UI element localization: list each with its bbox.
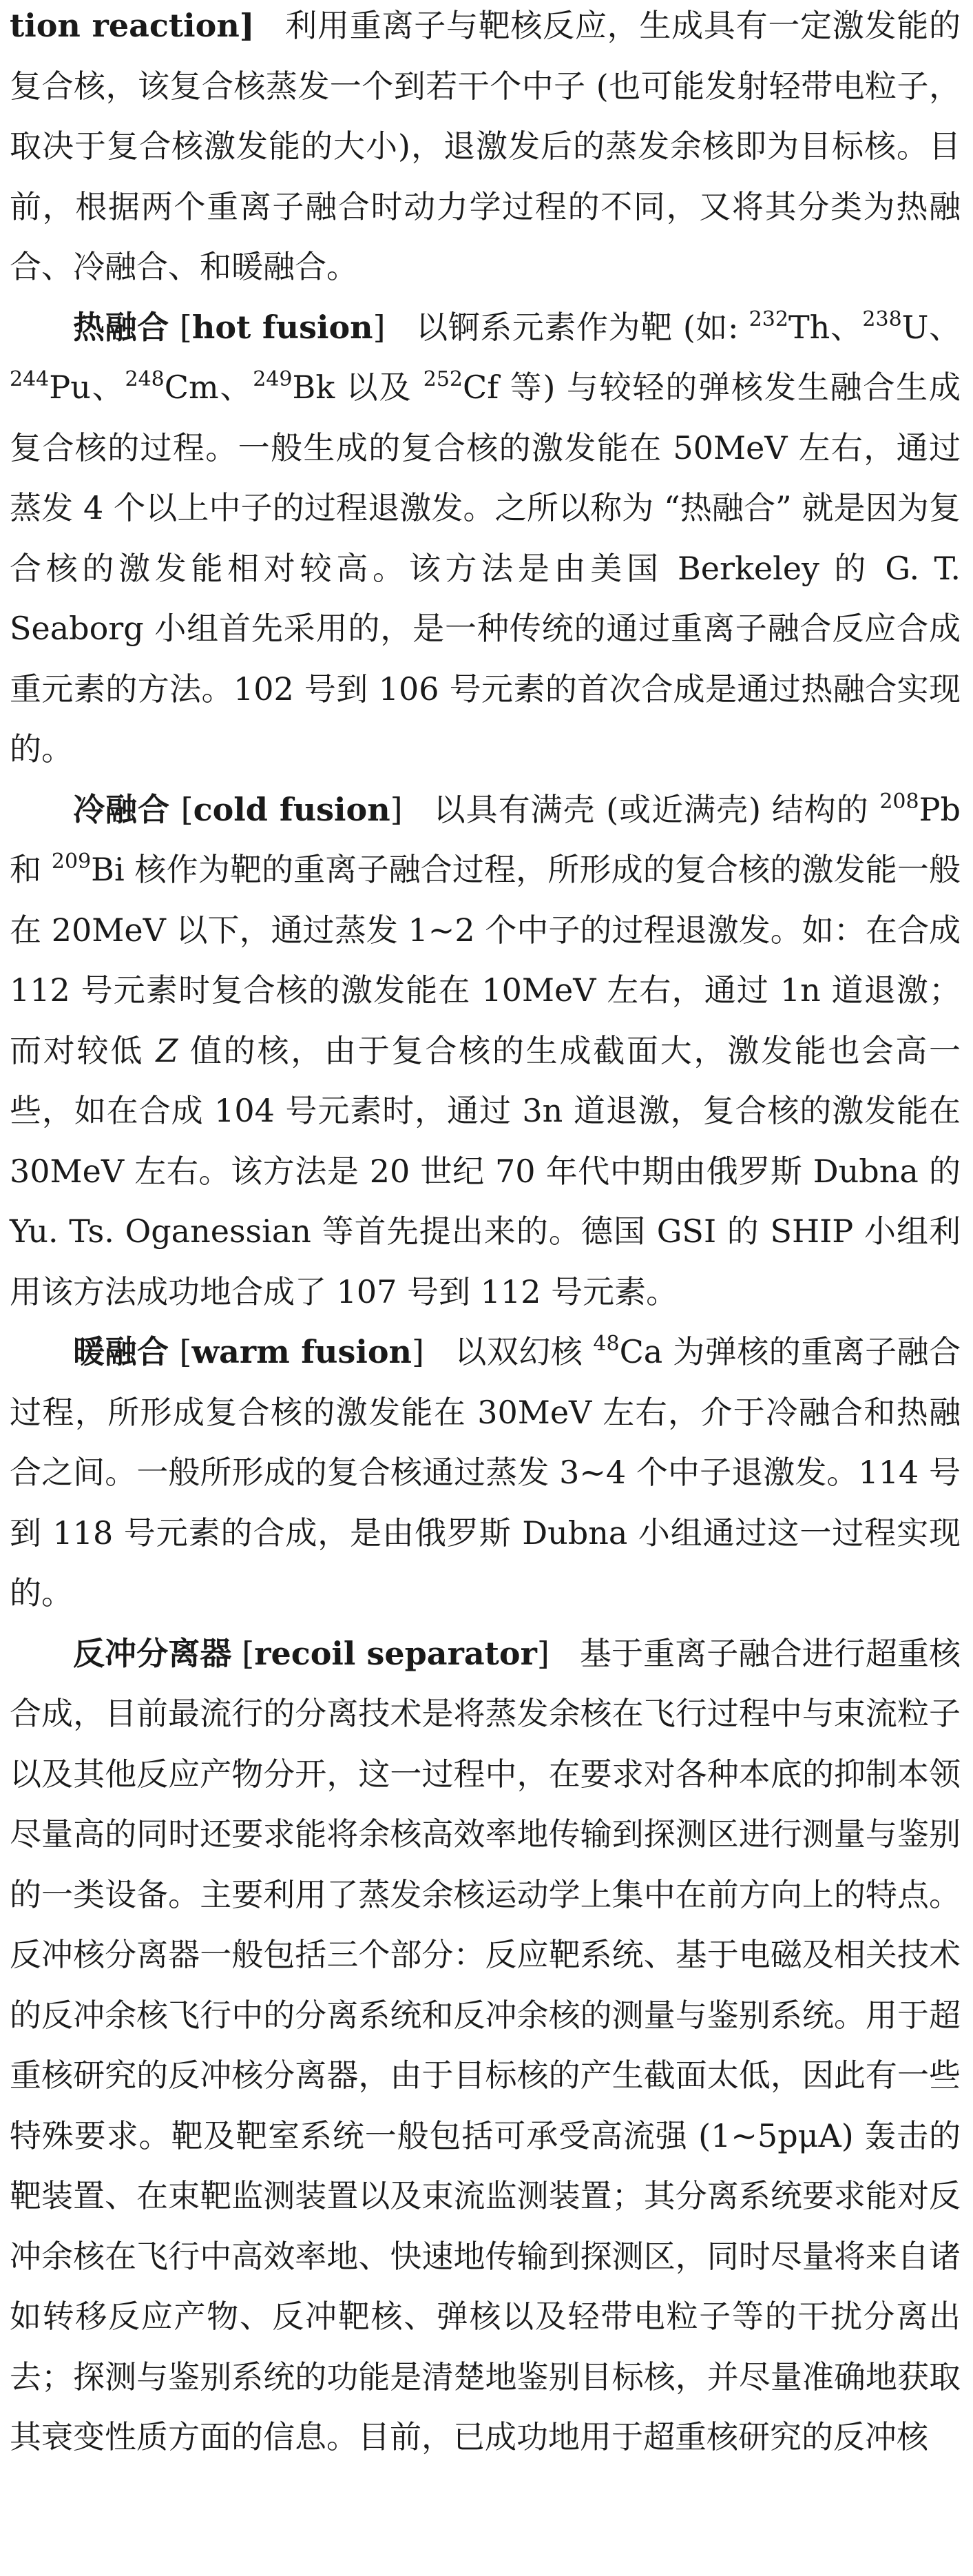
entry-fusion-reaction-continued (10, 0, 961, 298)
term-en-hot-fusion: [hot fusion] (179, 308, 386, 346)
term-en-warm-fusion: [warm fusion] (179, 1333, 424, 1370)
term-zh-cold-fusion: 冷融合 (73, 790, 170, 828)
term-en-cold-fusion: [cold fusion] (180, 790, 403, 828)
entry-hot-fusion: 热融合 [hot fusion] 以锕系元素作为靶 (如: $^{232}$Th、$^{238}$U、$^{244}$Pu、$^{248}$Cm、$^{249}$Bk 以及 $^{252}$Cf 等) 与较轻的弹核发生融合生成复合核的过程。一般生成的复合核的激发能在 50MeV 左右，通过蒸发 4 个以上中子的过程退激发。之所以称为 “热融合” 就是因为复合核的激发能相对较高。该方法是由美国 Berkeley 的 G. T. Seaborg 小组首先采用的，是一种传统的通过重离子融合反应合成重元素的方法。102 号到 106 号元素的首次合成是通过热融合实现的。 (10, 307, 961, 767)
entry-recoil-separator: 反冲分离器 [recoil separator] 基于重离子融合进行超重核合成，目前最流行的分离技术是将蒸发余核在飞行过程中与束流粒子以及其他反应产物分开，这一过程中，在要求对各种本底的抑制本领尽量高的同时还要求能将余核高效率地传输到探测区进行测量与鉴别的一类设备。主要利用了蒸发余核运动学上集中在前方向上的特点。反冲核分离器一般包括三个部分：反应靶系统、基于电磁及相关技术的反冲余核飞行中的分离系统和反冲余核的测量与鉴别系统。用于超重核研究的反冲核分离器，由于目标核的产生截面太低，因此有一些特殊要求。靶及靶室系统一般包括可承受高流强 (1~5pμA) 轰击的靶装置、在束靶监测装置以及束流监测装置；其分离系统要求能对反冲余核在飞行中高效率地、快速地传输到探测区，同时尽量将来自诸如转移反应产物、反冲靶核、弹核以及轻带电粒子等的干扰分离出去；探测与鉴别系统的功能是清楚地鉴别目标核，并尽量准确地获取其衰变性质方面的信息。目前，已成功地用于超重核研究的反冲核 (10, 1634, 961, 2455)
term-en-recoil-separator: [recoil separator] (242, 1634, 550, 1672)
term-zh-hot-fusion: 热融合 (73, 308, 169, 346)
entry-body: 利用重离子与靶核反应，生成具有一定激发能的复合核，该复合核蒸发一个到若干个中子 (也可能发射轻带电粒子，取决于复合核激发能的大小)，退激发后的蒸发余核即为目标核。目前，根据两个重离子融合时动力学过程的不同，又将其分类为热融合、冷融合、和暖融合。 (10, 7, 961, 285)
entry-warm-fusion: 暖融合 [warm fusion] 以双幻核 $^{48}$Ca 为弹核的重离子融合过程，所形成复合核的激发能在 30MeV 左右，介于冷融合和热融合之间。一般所形成的复合核通过蒸发 3~4 个中子退激发。114 号到 118 号元素的合成，是由俄罗斯 Dubna 小组通过这一过程实现的。 (10, 1332, 961, 1611)
term-zh-warm-fusion: 暖融合 (73, 1333, 169, 1370)
term-en-continued: tion reaction] (10, 7, 255, 44)
term-zh-recoil-separator: 反冲分离器 (73, 1634, 232, 1672)
entry-cold-fusion: 冷融合 [cold fusion] 以具有满壳 (或近满壳) 结构的 $^{208}$Pb 和 $^{209}$Bi 核作为靶的重离子融合过程，所形成的复合核的激发能一般在 20MeV 以下，通过蒸发 1~2 个中子的过程退激发。如：在合成 112 号元素时复合核的激发能在 10MeV 左右，通过 1n 道退激；而对较低 Z 值的核，由于复合核的生成截面大，激发能也会高一些，如在合成 104 号元素时，通过 3n 道退激，复合核的激发能在 30MeV 左右。该方法是 20 世纪 70 年代中期由俄罗斯 Dubna 的 Yu. Ts. Oganessian 等首先提出来的。德国 GSI 的 SHIP 小组利用该方法成功地合成了 107 号到 112 号元素。 (10, 789, 961, 1310)
